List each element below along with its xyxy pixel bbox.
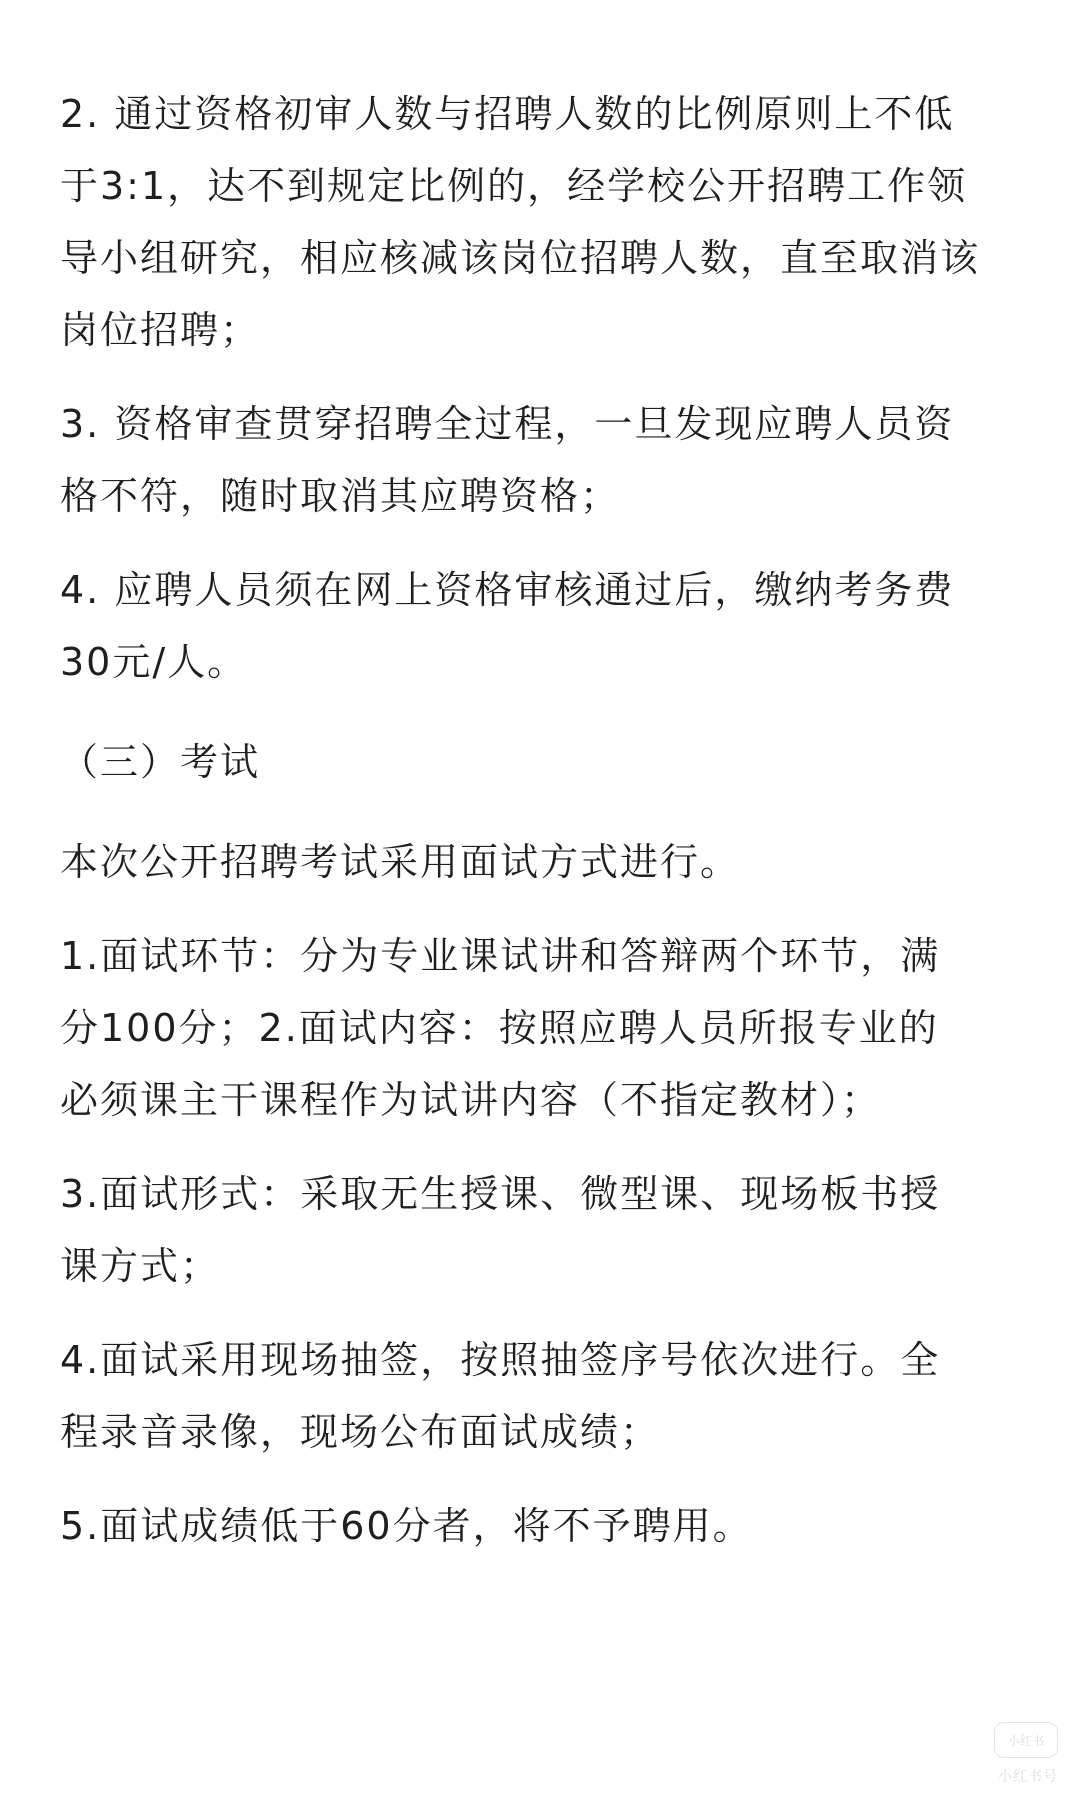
paragraph-exam-fee — [60, 554, 1030, 698]
text-line: 30元/人。 — [60, 640, 248, 684]
document-body — [60, 78, 1030, 1584]
text-line: 必须课主干课程作为试讲内容（不指定教材）； — [60, 1078, 882, 1122]
text-line: 格不符，随时取消其应聘资格； — [60, 474, 621, 518]
watermark-logo-icon: 小红书 — [994, 1722, 1058, 1758]
text-line: 岗位招聘； — [60, 308, 261, 352]
text-line: 课方式； — [60, 1244, 221, 1288]
watermark — [994, 1722, 1058, 1786]
text-line: 1.面试环节：分为专业课试讲和答辩两个环节，满 — [60, 934, 941, 978]
text-line: 3. 资格审查贯穿招聘全过程，一旦发现应聘人员资 — [60, 402, 955, 446]
paragraph-interview-format — [60, 1158, 1030, 1302]
text-line: 导小组研究，相应核减该岗位招聘人数，直至取消该 — [60, 236, 981, 280]
paragraph-interview-passing-score — [60, 1490, 1030, 1562]
text-line: 本次公开招聘考试采用面试方式进行。 — [60, 840, 741, 884]
paragraph-qualification-ratio — [60, 78, 1030, 366]
text-line: 程录音录像，现场公布面试成绩； — [60, 1410, 661, 1454]
text-line: 4.面试采用现场抽签，按照抽签序号依次进行。全 — [60, 1338, 941, 1382]
heading-text: （三）考试 — [60, 740, 261, 784]
text-line: 4. 应聘人员须在网上资格审核通过后，缴纳考务费 — [60, 568, 955, 612]
text-line: 于3:1，达不到规定比例的，经学校公开招聘工作领 — [60, 164, 968, 208]
paragraph-interview-draw — [60, 1324, 1030, 1468]
text-line: 3.面试形式：采取无生授课、微型课、现场板书授 — [60, 1172, 941, 1216]
text-line: 分100分；2.面试内容：按照应聘人员所报专业的 — [60, 1006, 939, 1050]
text-line: 5.面试成绩低于60分者，将不予聘用。 — [60, 1504, 753, 1548]
paragraph-exam-method — [60, 826, 1030, 898]
section-heading-exam — [60, 726, 1030, 798]
paragraph-qualification-review — [60, 388, 1030, 532]
paragraph-interview-content — [60, 920, 1030, 1136]
watermark-id-text: 小红书号 — [998, 1769, 1058, 1785]
text-line: 2. 通过资格初审人数与招聘人数的比例原则上不低 — [60, 92, 955, 136]
